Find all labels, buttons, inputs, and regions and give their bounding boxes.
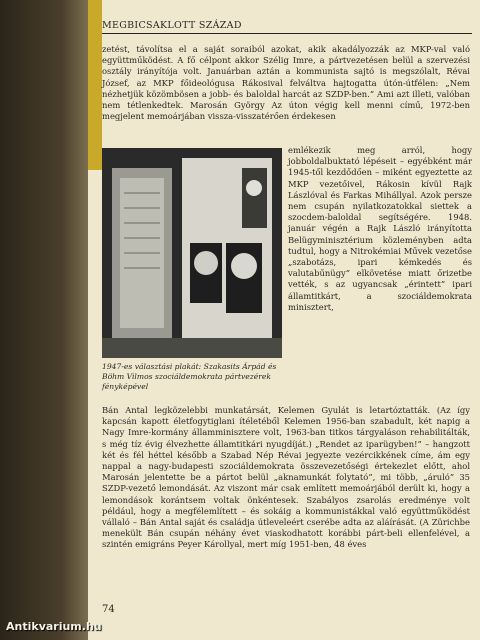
election-poster-photo [102, 148, 282, 358]
photo-caption: 1947-es választási plakát: Szakasits Árpád és Böhm Vilmos szociáldemokrata pártvezérek fényképével [102, 362, 277, 391]
page-edge-tab [88, 0, 102, 170]
book-binding-shadow [0, 0, 88, 640]
page-number: 74 [102, 604, 115, 615]
paragraph-top: zetést, távolítsa el a saját soraiból azokat, akik akadályozzák az MKP-val való együttműködést. A fő célpont akkor Szélig Imre, a pártvezetésen belül a szervezési osztály irányítója volt. Januárban aztán a kommunista sajtó is megszólalt, Révai József, az MKP főideológusa Rákosival felváltva hajtogatta útón-útfélen: „Nem nézhetjük közömbösen a jobb- és baloldal harcát az SZDP-ben.” Ami azt illeti, valóban nem tétlenkedtek. Marosán György Az úton végig kell menni című, 1972-ben megjelent memoárjában vissza-visszatérően érdekesen [102, 44, 470, 122]
paragraph-bottom: Bán Antal legközelebbi munkatársát, Kelemen Gyulát is letartóztatták. (Az így kapcsán kapott életfogytiglani ítéletéből Kelemen 1956-ban szabadult, két napig a Nagy Imre-kormány államminisztere volt, 1963-ban titkos tárgyaláson rehabilitálták, s még tíz évig élvezhette államtitkári nyugdíját.) „Rendet az iparügyben!” – hangzott két és fél héttel később a Szabad Nép Révai jegyezte vezércikkének címe, ám egy nappal a nagy-budapesti szociáldemokrata összevezetőségi értekezlet előtt, ahol Marosán jelentette be a pártot belül „aknamunkát folytató”, mi több, „áruló” 35 SZDP-vezető lemondását. Az viszont már csak említett memoárjából derült ki, hogy a lemondások korántsem voltak önkéntesek. Szabályos zsarolás eredménye volt például, hogy a megfélemlített – és sokáig a kommunistákkal való együttműködést vállaló – Bán Antal saját és családja útleveleért cserébe adta az aláírását. (A Zürichbe menekült Bán csupán néhány évet viaskodhatott korábbi párt-beli ellenfelével, a szintén emigráns Peyer Károllyal, mert míg 1951-ben, 48 éves [102, 405, 470, 550]
photo-illustration [102, 148, 282, 358]
watermark: Antikvarium.hu [6, 620, 102, 633]
paragraph-right-column: emlékezik meg arról, hogy jobboldalbuktató lépéseit – egyébként már 1945-től kezdődően – miként egyeztette az MKP vezetőivel, Rákosin kívül Rajk Lászlóval és Farkas Mihállyal. Azok persze nem csupán nyilatkozatokkal siettek a szocdem-baloldal segítségére. 1948. január végén a Rajk László irányította Belügyminisztérium közleményben adta tudtul, hogy a Nitrokémiai Művek vezetőse „szabotázs, ipari kémkedés és valutabűnügy” elkövetése miatt őrizetbe vették, s az ugyancsak „érintett” ipari államtitkárt, a szociáldemokrata minisztert, [288, 145, 472, 312]
running-header: MEGBICSAKLOTT SZÁZAD [102, 20, 472, 34]
book-page [88, 0, 480, 640]
